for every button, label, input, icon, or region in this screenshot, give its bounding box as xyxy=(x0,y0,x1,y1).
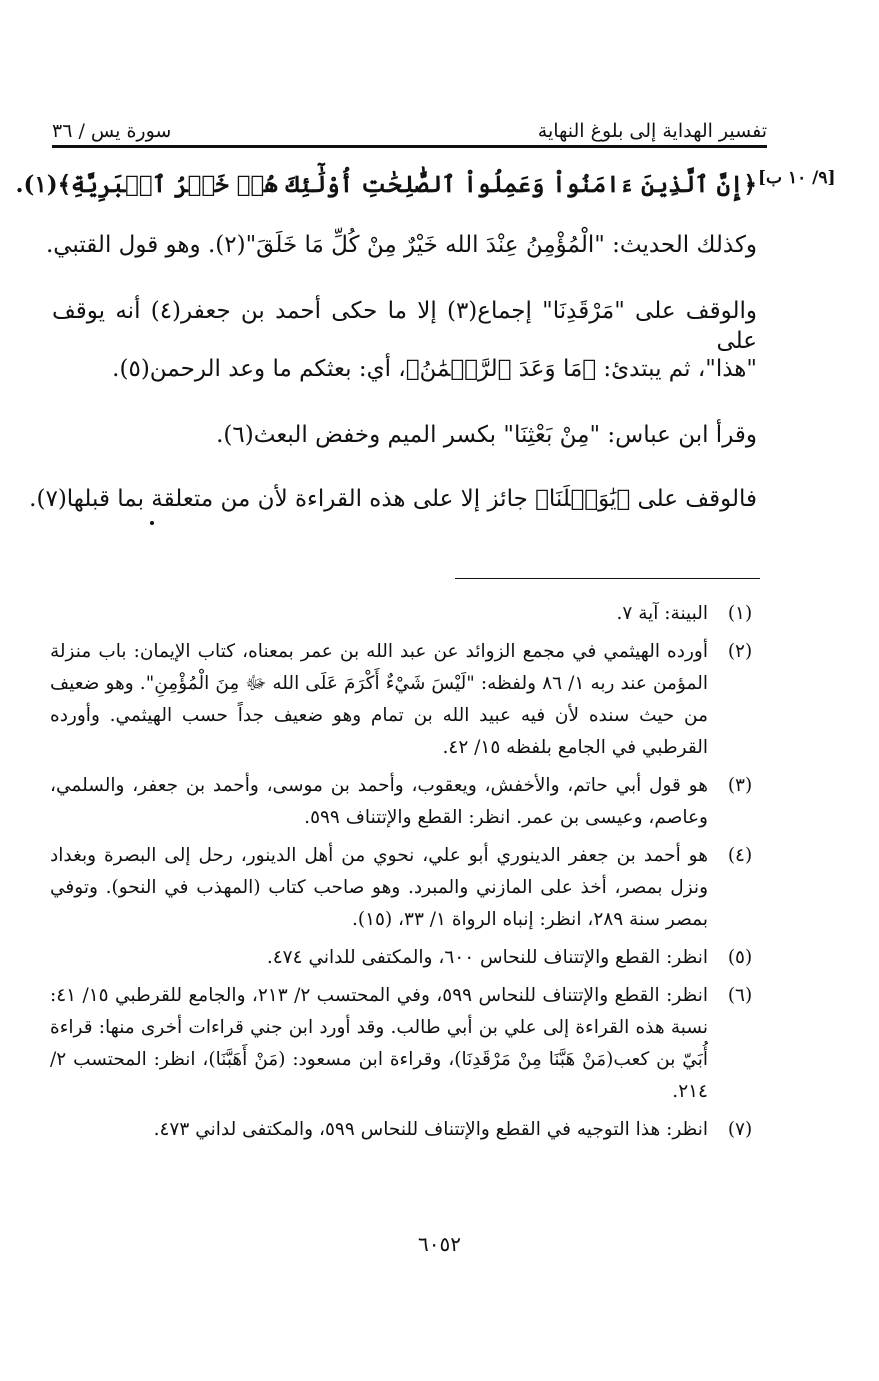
footnote-number: (٢) xyxy=(727,641,753,662)
footnote xyxy=(50,1114,760,1146)
footnote-number: (١) xyxy=(727,603,753,624)
footnote xyxy=(50,840,760,936)
running-header xyxy=(52,102,767,142)
footnote-text: هو أحمد بن جعفر الدينوري أبو علي، نحوي من أهل الدينور، رحل إلى البصرة وبغداد ونزل بمصر، أخذ على المازني والمبرد. وهو صاحب كتاب (المهذب في النحو). وتوفي بمصر سنة ٢٨٩، انظر: إنباه الرواة ١/ ٣٣، (١٥). xyxy=(50,845,708,930)
surah-label: سورة يس / ٣٦ xyxy=(52,120,172,142)
text-line: "هذا"، ثم يبتدئ: ﴿مَا وَعَدَ ٱلرَّحۡمَٰنُ﴾، أي: بعثكم ما وعد الرحمن(٥). xyxy=(112,356,757,382)
footnote xyxy=(50,980,760,1108)
text-line: ﴿إِنَّ ٱلَّذِينَ ءَامَنُواْ وَعَمِلُواْ ٱلصَّٰلِحَٰتِ أُوْلَٰٓئِكَ هُمۡ خَيۡرُ ٱلۡبَرِيَّةِ﴾(١). xyxy=(15,171,757,198)
footnote-text: هو قول أبي حاتم، والأخفش، ويعقوب، وأحمد بن موسى، وأحمد بن جعفر، والسلمي، وعاصم، وعيسى بن عمر. انظر: القطع والإتتناف ٥٩٩. xyxy=(50,775,708,828)
footnote-text: انظر: هذا التوجيه في القطع والإتتناف للنحاس ٥٩٩، والمكتفى لداني ٤٧٣. xyxy=(153,1119,708,1140)
ink-dot xyxy=(150,521,154,525)
footnote xyxy=(50,636,760,764)
footnote-number: (٣) xyxy=(727,775,753,796)
footnote-text: انظر: القطع والإتتناف للنحاس ٥٩٩، وفي المحتسب ٢/ ٢١٣، والجامع للقرطبي ١٥/ ٤١: نسبة هذه القراءة إلى علي بن أبي طالب. وقد أورد ابن جني قراءات أخرى منها: قراءة أُبَيّ بن كعب(مَنْ هَبَّنَا مِنْ مَرْقَدِنَا)، وقراءة ابن مسعود: (مَنْ أَهَبَّنَا)، انظر: المحتسب ٢/ ٢١٤. xyxy=(50,985,708,1102)
footnote-text: انظر: القطع والإتتناف للنحاس ٦٠٠، والمكتفى للداني ٤٧٤. xyxy=(266,947,708,968)
text-line: والوقف على "مَرْقَدِنَا" إجماع(٣) إلا ما حكى أحمد بن جعفر(٤) أنه يوقف على xyxy=(52,298,757,354)
manuscript-marker: [٩/ ١٠ ب] xyxy=(758,168,836,188)
footnote xyxy=(50,598,760,630)
footnote-number: (٦) xyxy=(727,985,753,1006)
footnote xyxy=(50,942,760,974)
footnotes xyxy=(50,598,760,1152)
footnote-text: البينة: آية ٧. xyxy=(616,603,708,624)
text-line: فالوقف على ﴿يَٰوَيۡلَنَا﴾ جائز إلا على هذه القراءة لأن من متعلقة بما قبلها(٧). xyxy=(29,486,757,512)
footnote-text: أورده الهيثمي في مجمع الزوائد عن عبد الله بن عمر بمعناه، كتاب الإيمان: باب منزلة المؤمن عند ربه ١/ ٨٦ ولفظه: "لَيْسَ شَيْءٌ أَكْرَمَ عَلَى الله ﷻ مِنَ الْمُؤْمِنِ". وهو ضعيف من حيث سنده لأن فيه عبيد الله بن تمام وهو ضعيف جداً حسب الهيثمي. وأورده القرطبي في الجامع بلفظه ١٥/ ٤٢. xyxy=(50,641,708,758)
header-rule xyxy=(52,145,767,148)
page-number: ٦٠٥٢ xyxy=(418,1232,461,1256)
text-line: وقرأ ابن عباس: "مِنْ بَعْثِنَا" بكسر الميم وخفض البعث(٦). xyxy=(216,422,757,448)
footnote-number: (٥) xyxy=(727,947,753,968)
footnote-separator xyxy=(455,578,760,579)
footnote-number: (٤) xyxy=(727,845,753,866)
footnote-number: (٧) xyxy=(727,1119,753,1140)
text-line: وكذلك الحديث: "الْمُؤْمِنُ عِنْدَ الله خَيْرٌ مِنْ كُلِّ مَا خَلَقَ"(٢). وهو قول القتبي. xyxy=(45,232,757,258)
book-title: تفسير الهداية إلى بلوغ النهاية xyxy=(537,120,767,142)
footnote xyxy=(50,770,760,834)
